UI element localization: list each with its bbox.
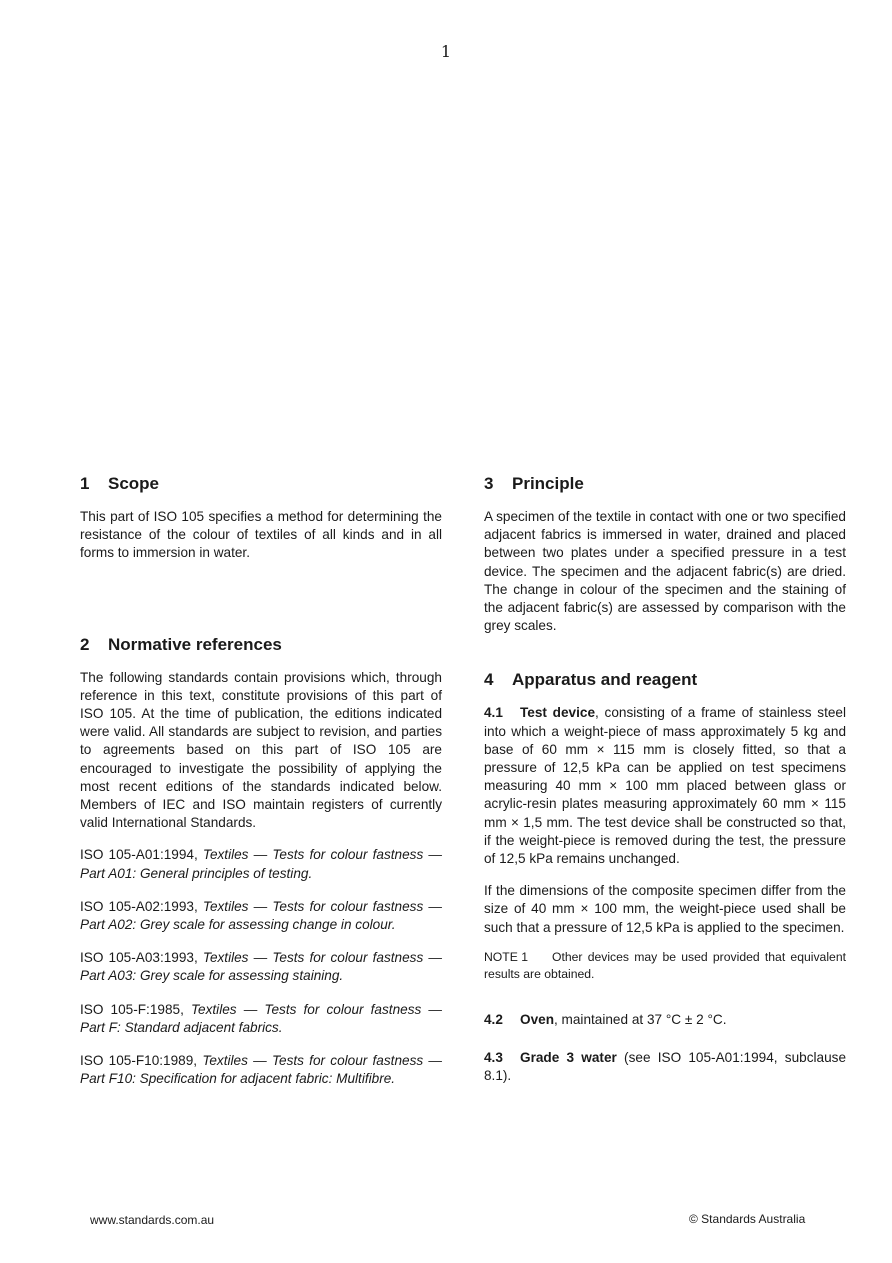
section-4-3-number: 4.3: [484, 1050, 503, 1066]
apparatus-title: Apparatus and reagent: [512, 670, 698, 690]
page-number: 1: [440, 42, 452, 61]
principle-title: Principle: [512, 474, 584, 493]
footer-copyright: © Standards Australia: [689, 1212, 806, 1226]
footer-website: www.standards.com.au: [90, 1213, 215, 1227]
reference-id: ISO 105-A01:1994,: [80, 847, 198, 863]
note-body: Other devices may be used provided that equivalent results are obtained.: [484, 949, 846, 981]
principle-number: 3: [484, 474, 494, 493]
normative-references-heading: [80, 635, 442, 655]
apparatus-number: 4: [484, 670, 494, 690]
reference-title: Textiles — Tests for colour fastness — Part F10: Specification for adjacent fabric: Multifibre.: [80, 1053, 442, 1087]
principle-body: A specimen of the textile in contact with one or two specified adjacent fabrics is immersed in water, drained and placed between two plates under a specified pressure in a test device. The specimen and the adjacent fabric(s) are dried. The change in colour of the specimen and the staining of the adjacent fabric(s) are assessed by comparison with the grey scales.: [484, 509, 846, 634]
section-4-2-body: , maintained at 37 °C ± 2 °C.: [554, 1011, 727, 1027]
section-4-3-body: (see ISO 105-A01:1994, subclause 8.1).: [484, 1050, 846, 1084]
reference-id: ISO 105-F10:1989,: [80, 1053, 198, 1069]
reference-id: ISO 105-A02:1993,: [80, 898, 198, 914]
normative-body: The following standards contain provisions which, through reference in this text, constitute provisions of this part of ISO 105. At the time of publication, the editions indicated were valid. All standards are subject to revision, and parties to agreements based on this part of ISO 105 are encouraged to investigate the possibility of applying the most recent editions of the standards indicated below. Members of IEC and ISO maintain registers of currently valid International Standards.: [80, 669, 442, 831]
section-4-1: [484, 704, 846, 868]
reference-title: Textiles — Tests for colour fastness — Part A01: General principles of testing.: [80, 847, 442, 881]
reference-item: [80, 846, 442, 882]
section-4-1-body: , consisting of a frame of stainless steel into which a weight-piece of mass approximately 5 kg and base of 60 mm × 115 mm is closely fitted, so that a pressure of 12,5 kPa can be applied on test specimens measuring 40 mm × 100 mm placed between glass or acrylic-resin plates measuring approximately 60 mm × 115 mm × 1,5 mm. The test device shall be constructed so that, if the weight-piece is removed during the test, the pressure of 12,5 kPa remains unchanged.: [484, 705, 847, 867]
section-4-3: [484, 1049, 846, 1085]
scope-heading: [80, 474, 442, 494]
normative-title: Normative references: [108, 634, 282, 654]
section-4-2: [484, 1011, 846, 1029]
section-4-2-number: 4.2: [484, 1011, 503, 1027]
right-column: [484, 474, 846, 1085]
principle-heading: [484, 474, 846, 494]
normative-number: 2: [80, 634, 90, 654]
reference-id: ISO 105-F:1985,: [80, 1001, 184, 1017]
reference-title: Textiles — Tests for colour fastness — Part A02: Grey scale for assessing change in colour.: [80, 898, 442, 933]
left-column: [80, 474, 442, 1103]
section-4-1-body-2: If the dimensions of the composite specimen differ from the size of 40 mm × 100 mm, the weight-piece used shall be such that a pressure of 12,5 kPa is applied to the specimen.: [484, 883, 846, 935]
scope-number: 1: [80, 474, 90, 493]
section-4-2-title: Oven: [520, 1011, 554, 1027]
note-1: [484, 949, 846, 983]
section-4-1-title: Test device: [520, 705, 596, 721]
section-4-1-number: 4.1: [484, 705, 503, 721]
section-4-3-title: Grade 3 water: [520, 1050, 617, 1066]
reference-item: [80, 1052, 442, 1088]
note-label: NOTE 1: [484, 949, 529, 964]
reference-item: [80, 1001, 442, 1037]
scope-body: This part of ISO 105 specifies a method for determining the resistance of the colour of textiles of all kinds and in all forms to immersion in water.: [80, 509, 442, 561]
scope-title: Scope: [108, 474, 160, 493]
reference-item: [80, 898, 442, 934]
reference-id: ISO 105-A03:1993,: [80, 950, 198, 966]
apparatus-heading: [484, 670, 846, 690]
reference-title: Textiles — Tests for colour fastness — Part A03: Grey scale for assessing staining.: [80, 950, 442, 984]
reference-item: [80, 949, 442, 985]
reference-title: Textiles — Tests for colour fastness — Part F: Standard adjacent fabrics.: [80, 1001, 443, 1035]
